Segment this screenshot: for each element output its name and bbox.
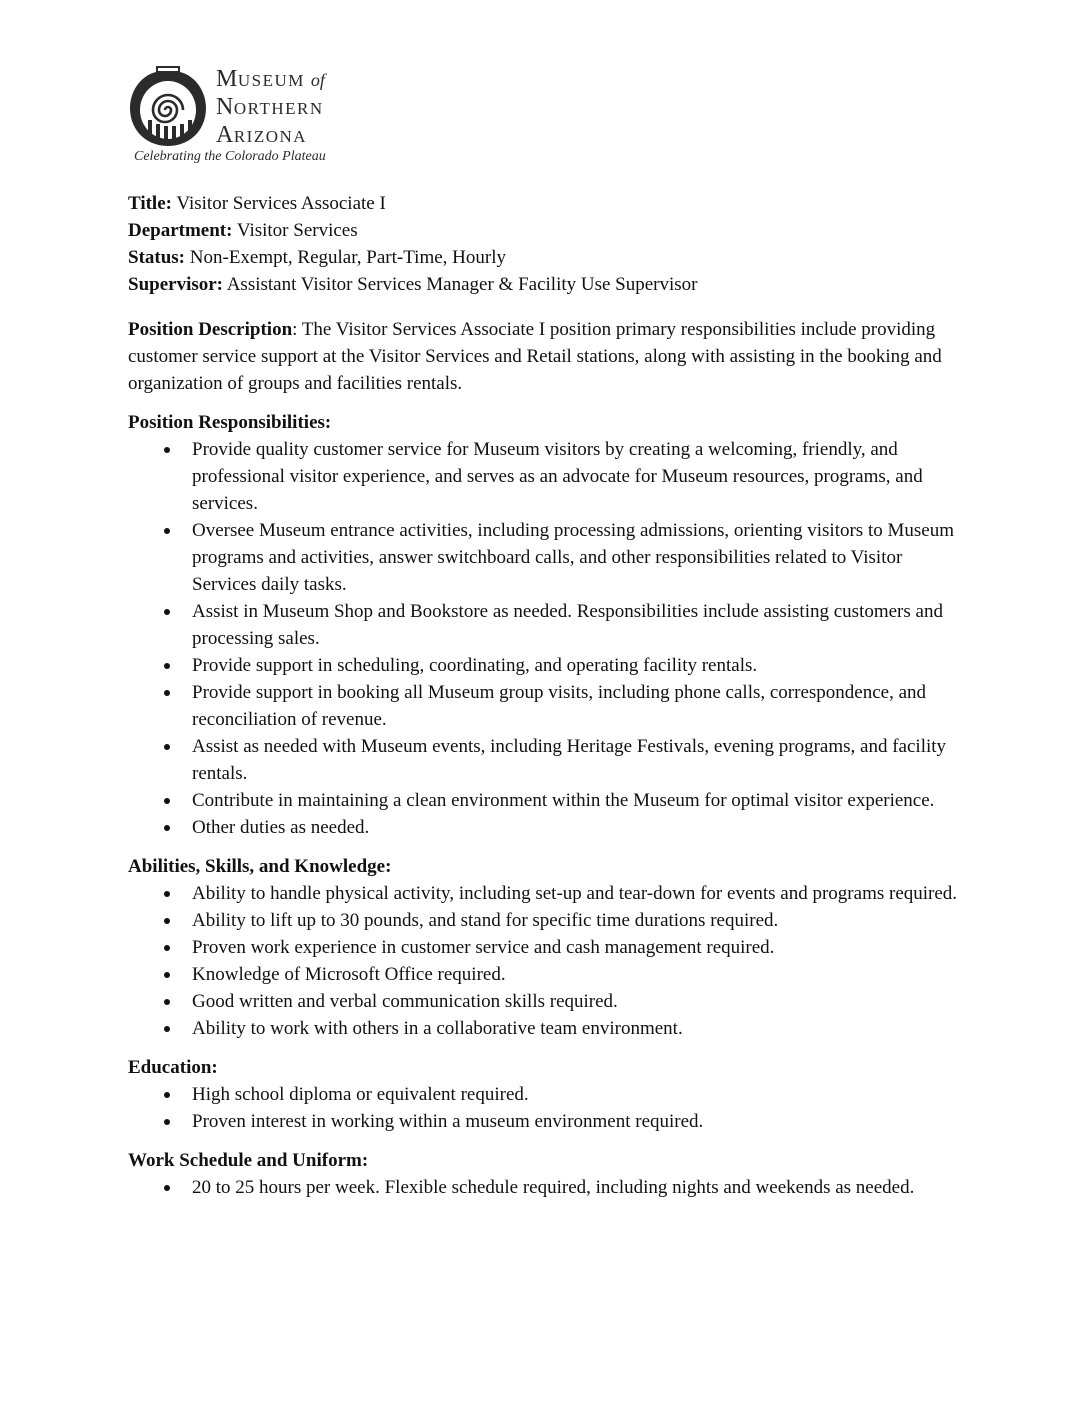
section-title: Abilities, Skills, and Knowledge: <box>128 856 392 877</box>
section <box>128 853 968 1042</box>
bullet-icon <box>164 972 170 978</box>
list-item-text: High school diploma or equivalent required. <box>192 1084 529 1105</box>
list-item <box>192 1174 968 1201</box>
list-item-text: Contribute in maintaining a clean environment within the Museum for optimal visitor experience. <box>192 790 935 811</box>
bullet-icon <box>164 690 170 696</box>
list-item <box>192 814 968 841</box>
bullet-icon <box>164 1092 170 1098</box>
bullet-list <box>128 436 968 841</box>
section-title: Education: <box>128 1057 218 1078</box>
list-item-text: Good written and verbal communication skills required. <box>192 991 618 1012</box>
museum-tagline: Celebrating the Colorado Plateau <box>134 149 326 164</box>
section <box>128 1147 968 1201</box>
list-item <box>192 1108 968 1135</box>
list-item-text: Provide support in booking all Museum group visits, including phone calls, correspondence, and reconciliation of revenue. <box>192 682 927 730</box>
list-item <box>192 961 968 988</box>
bullet-list <box>128 1081 968 1135</box>
status-line: Status: Non-Exempt, Regular, Part-Time, Hourly <box>128 247 506 268</box>
section <box>128 409 968 841</box>
bullet-icon <box>164 798 170 804</box>
department-line: Department: Visitor Services <box>128 220 358 241</box>
list-item <box>192 907 968 934</box>
section <box>128 1054 968 1135</box>
list-item-text: Oversee Museum entrance activities, including processing admissions, orienting visitors to Museum programs and activities, answer switchboard calls, and other responsibilities related to Visitor Services daily tasks. <box>192 520 954 595</box>
list-item <box>192 517 968 598</box>
list-item-text: Knowledge of Microsoft Office required. <box>192 964 506 985</box>
museum-name-line-3: ARIZONA <box>216 122 308 148</box>
list-item-text: 20 to 25 hours per week. Flexible schedule required, including nights and weekends as needed. <box>192 1177 915 1198</box>
list-item-text: Ability to work with others in a collaborative team environment. <box>192 1018 683 1039</box>
list-item <box>192 880 968 907</box>
section-title: Position Responsibilities: <box>128 412 332 433</box>
list-item <box>192 1081 968 1108</box>
bullet-icon <box>164 744 170 750</box>
job-description <box>128 190 968 1201</box>
bullet-icon <box>164 825 170 831</box>
bullet-icon <box>164 609 170 615</box>
museum-emblem-icon <box>128 62 208 150</box>
list-item <box>192 988 968 1015</box>
sections <box>128 409 968 1201</box>
list-item-text: Assist as needed with Museum events, including Heritage Festivals, evening programs, and facility rentals. <box>192 736 947 784</box>
list-item <box>192 934 968 961</box>
section-title: Work Schedule and Uniform: <box>128 1150 369 1171</box>
bullet-icon <box>164 1026 170 1032</box>
museum-name-line-2: NORTHERN <box>216 94 324 120</box>
bullet-icon <box>164 945 170 951</box>
list-item <box>192 787 968 814</box>
bullet-icon <box>164 663 170 669</box>
list-item-text: Proven work experience in customer service and cash management required. <box>192 937 775 958</box>
museum-name-line-1: MUSEUM of <box>216 66 325 92</box>
bullet-icon <box>164 918 170 924</box>
list-item <box>192 598 968 652</box>
bullet-list <box>128 1174 968 1201</box>
list-item-text: Other duties as needed. <box>192 817 370 838</box>
list-item-text: Ability to handle physical activity, including set-up and tear-down for events and programs required. <box>192 883 958 904</box>
list-item <box>192 733 968 787</box>
list-item <box>192 436 968 517</box>
list-item-text: Ability to lift up to 30 pounds, and stand for specific time durations required. <box>192 910 779 931</box>
bullet-icon <box>164 891 170 897</box>
bullet-icon <box>164 1185 170 1191</box>
museum-logo <box>128 62 358 172</box>
title-line: Title: Visitor Services Associate I <box>128 193 386 214</box>
list-item-text: Proven interest in working within a museum environment required. <box>192 1111 704 1132</box>
supervisor-line: Supervisor: Assistant Visitor Services Manager & Facility Use Supervisor <box>128 274 698 295</box>
position-description: Position Description: The Visitor Services Associate I position primary responsibilities include providing customer service support at the Visitor Services and Retail stations, along with assisting in the booking and organization of groups and facilities rentals. <box>128 319 942 394</box>
bullet-icon <box>164 447 170 453</box>
museum-name <box>216 66 325 150</box>
bullet-icon <box>164 999 170 1005</box>
list-item-text: Provide quality customer service for Museum visitors by creating a welcoming, friendly, and professional visitor experience, and serves as an advocate for Museum resources, programs, and services. <box>192 439 923 514</box>
list-item-text: Assist in Museum Shop and Bookstore as needed. Responsibilities include assisting customers and processing sales. <box>192 601 943 649</box>
list-item-text: Provide support in scheduling, coordinating, and operating facility rentals. <box>192 655 758 676</box>
list-item <box>192 652 968 679</box>
list-item <box>192 679 968 733</box>
bullet-list <box>128 880 968 1042</box>
bullet-icon <box>164 1119 170 1125</box>
bullet-icon <box>164 528 170 534</box>
list-item <box>192 1015 968 1042</box>
